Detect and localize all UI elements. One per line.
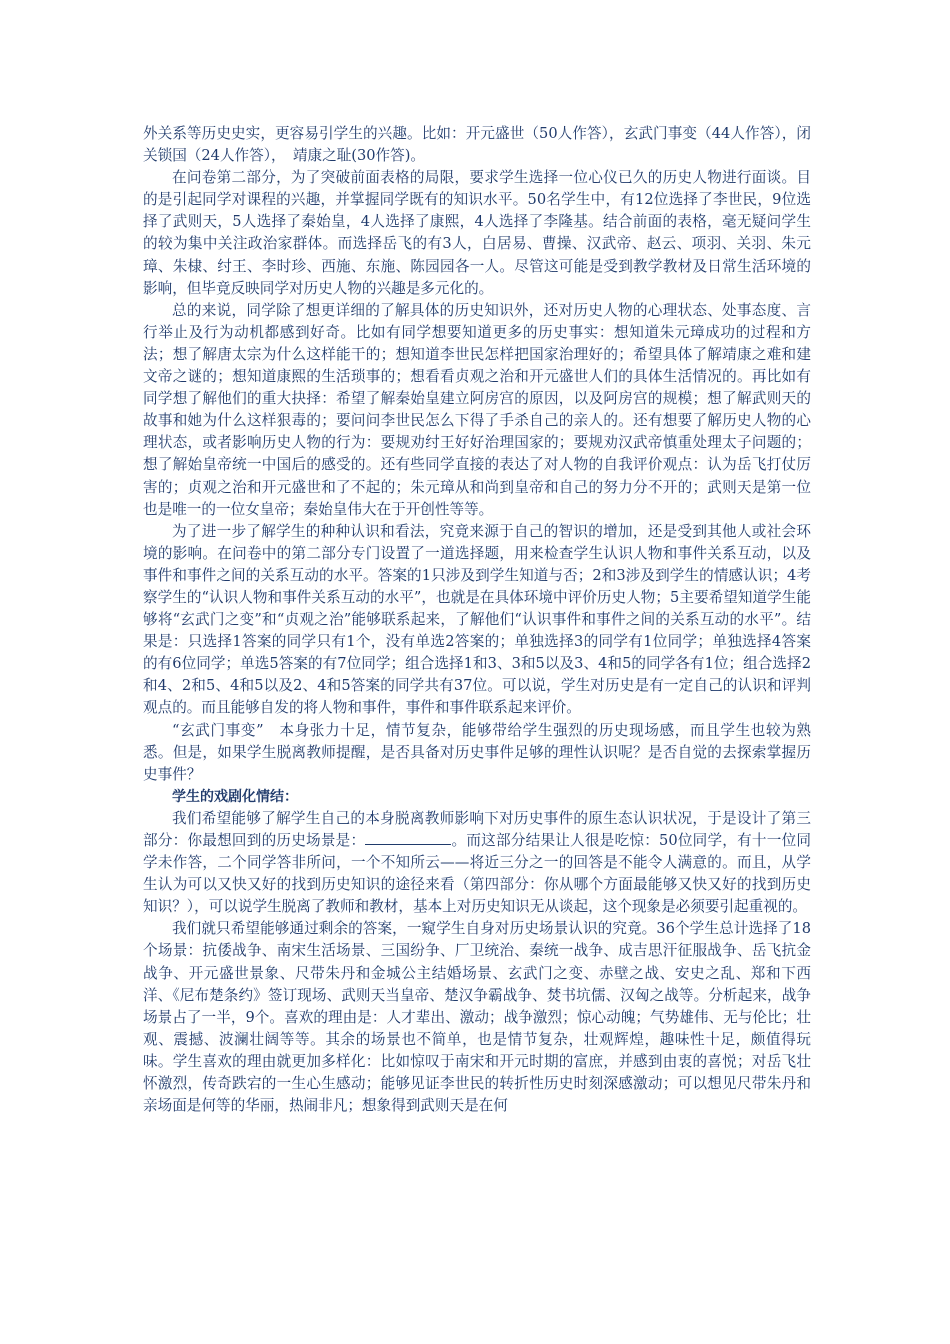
section-heading: 学生的戏剧化情结： xyxy=(172,788,298,805)
paragraph-historical-scenes: 我们就只希望能够通过剩余的答案，一窥学生自身对历史场景认识的究竟。36个学生总计选择了18个场景：抗倭战争、南宋生活场景、三国纷争、厂卫统治、秦统一战争、成吉思汗征服战争、岳飞抗金战争、开元盛世景象、尺带朱丹和金城公主结婚场景、玄武门之变、赤壁之战、安史之乱、郑和下西洋、《尼布楚条约》签订现场、武则天当皇帝、楚汉争霸战争、焚书坑儒、汉匈之战等。分析起来，战争场景占了一半，9个。喜欢的理由是：人才辈出、激动；战争激烈；惊心动魄；气势雄伟、无与伦比；壮观、震撼、波澜壮阔等等。其余的场景也不简单，也是情节复杂，壮观辉煌，趣味性十足，颇值得玩味。学生喜欢的理由就更加多样化：比如惊叹于南宋和开元时期的富庶，并感到由衷的喜悦；对岳飞壮怀激烈，传奇跌宕的一生心生感动；能够见证李世民的转折性历史时刻深感激动；可以想见尺带朱丹和亲场面是何等的华丽，热闹非凡；想象得到武则天是在何 xyxy=(143,920,811,1115)
paragraph-third-part xyxy=(143,808,811,918)
paragraph-continued: 外关系等历史史实，更容易引学生的兴趣。比如：开元盛世（50人作答），玄武门事变（44人作答），闭关锁国（24人作答）， 靖康之耻(30作答)。 xyxy=(143,125,811,165)
paragraph-historical-figures: 在问卷第二部分，为了突破前面表格的局限，要求学生选择一位心仪已久的历史人物进行面谈。目的是引起同学对课程的兴趣，并掌握同学既有的知识水平。50名学生中，有12位选择了李世民，9位选择了武则天，5人选择了秦始皇，4人选择了康熙，4人选择了李隆基。结合前面的表格，毫无疑问学生的较为集中关注政治家群体。而选择岳飞的有3人，白居易、曹操、汉武帝、赵云、项羽、关羽、朱元璋、朱棣、纣王、李时珍、西施、东施、陈园园各一人。尽管这可能是受到教学教材及日常生活环境的影响，但毕竟反映同学对历史人物的兴趣是多元化的。 xyxy=(143,169,811,297)
paragraph-student-curiosity: 总的来说，同学除了想更详细的了解具体的历史知识外，还对历史人物的心理状态、处事态度、言行举止及行为动机都感到好奇。比如有同学想要知道更多的历史事实：想知道朱元璋成功的过程和方法；想了解唐太宗为什么这样能干的；想知道李世民怎样把国家治理好的；希望具体了解靖康之难和建文帝之谜的；想知道康熙的生活琐事的；想看看贞观之治和开元盛世人们的具体生活情况的。再比如有同学想了解他们的重大抉择：希望了解秦始皇建立阿房宫的原因，以及阿房宫的规模；想了解武则天的故事和她为什么这样狠毒的；要问问李世民怎么下得了手杀自己的亲人的。还有想要了解历史人物的心理状态，或者影响历史人物的行为：要规劝纣王好好治理国家的；要规劝汉武帝慎重处理太子问题的；想了解始皇帝统一中国后的感受的。还有些同学直接的表达了对人物的自我评价观点：认为岳飞打仗厉害的；贞观之治和开元盛世和了不起的；朱元璋从和尚到皇帝和自己的努力分不开的；武则天是第一位也是唯一的一位女皇帝；秦始皇伟大在于开创性等等。 xyxy=(143,301,811,518)
paragraph-xuanwu-incident: “玄武门事变” 本身张力十足，情节复杂，能够带给学生强烈的历史现场感，而且学生也较为熟悉。但是，如果学生脱离教师提醒，是否具备对历史事件足够的理性认识呢？是否自觉的去探索掌握历史事件？ xyxy=(143,721,811,783)
answer-blank-line xyxy=(365,830,451,845)
document-body xyxy=(143,123,811,1117)
paragraph-choice-question: 为了进一步了解学生的种种认识和看法，究竟来源于自己的智识的增加，还是受到其他人或社会环境的影响。在问卷中的第二部分专门设置了一道选择题，用来检查学生认识人物和事件关系互动，以及事件和事件之间的关系互动的水平。答案的1只涉及到学生知道与否；2和3涉及到学生的情感认识；4考察学生的“认识人物和事件关系互动的水平”，也就是在具体环境中评价历史人物；5主要希望知道学生能够将“玄武门之变”和“贞观之治”能够联系起来，了解他们“认识事件和事件之间的关系互动的水平”。结果是：只选择1答案的同学只有1个，没有单选2答案的；单独选择3的同学有1位同学；单独选择4答案的有6位同学；单选5答案的有7位同学；组合选择1和3、3和5以及3、4和5的同学各有1位；组合选择2和4、2和5、4和5以及2、4和5答案的同学共有37位。可以说，学生对历史是有一定自己的认识和评判观点的。而且能够自发的将人物和事件，事件和事件联系起来评价。 xyxy=(143,522,811,717)
paragraph-third-part-rest: 。而这部分结果让人很是吃惊：50位同学，有十一位同学未作答，二个同学答非所问，一个不知所云——将近三分之一的回答是不能令人满意的。而且，从学生认为可以又快又好的找到历史知识的途径来看（第四部分：你从哪个方面最能够又快又好的找到历史知识？），可以说学生脱离了教师和教材，基本上对历史知识无从谈起，这个现象是必须要引起重视的。 xyxy=(143,832,811,916)
paragraph-third-part-lead: 我们希望能够了解学生自己的本身脱离教师影响下对历史事件的原生态认识状况，于是设计了第三部分：你最想回到的历史场景是： xyxy=(143,809,811,849)
